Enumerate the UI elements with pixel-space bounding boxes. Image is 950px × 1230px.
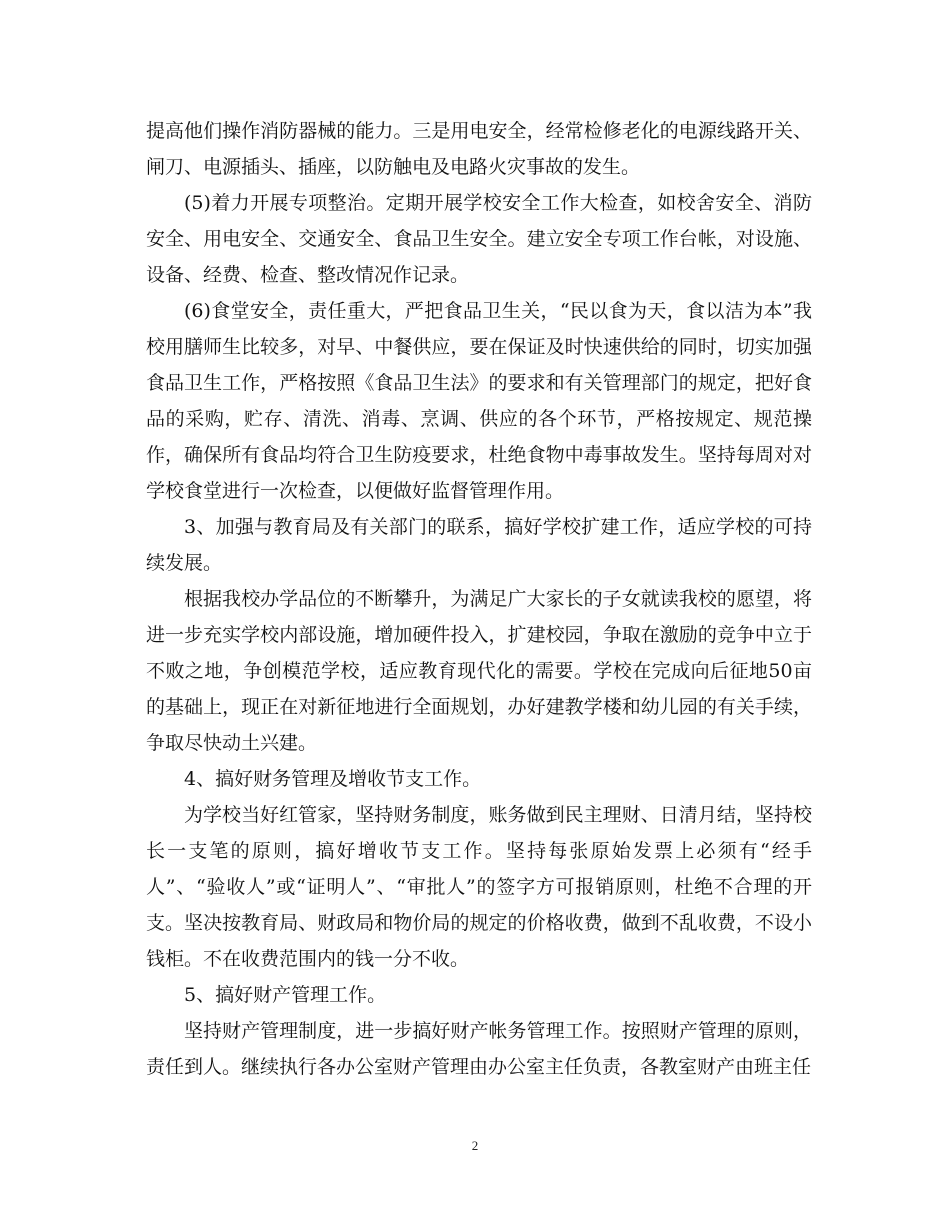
paragraph-continuation: 提高他们操作消防器械的能力。三是用电安全，经常检修老化的电源线路开关、闸刀、电源插头、插座，以防触电及电路火灾事故的发生。 xyxy=(146,120,812,178)
section-heading-5: 5、搞好财产管理工作。 xyxy=(184,984,387,1006)
page-number: 2 xyxy=(471,1138,479,1153)
paragraph-finance: 为学校当好红管家，坚持财务制度，账务做到民主理财、日清月结，坚持校长一支笔的原则，搞好增收节支工作。坚持每张原始发票上必须有“经手人”、“验收人”或“证明人”、“审批人”的签字方可报销原则，杜绝不合理的开支。坚决按教育局、财政局和物价局的规定的价格收费，做到不乱收费，不设小钱柜。不在收费范围内的钱一分不收。 xyxy=(146,804,812,970)
paragraph-item-6: (6)食堂安全，责任重大，严把食品卫生关，“民以食为天，食以洁为本”我校用膳师生比较多，对早、中餐供应，要在保证及时快速供给的同时，切实加强食品卫生工作，严格按照《食品卫生法》的要求和有关管理部门的规定，把好食品的采购，贮存、清洗、消毒、烹调、供应的各个环节，严格按规定、规范操作，确保所有食品均符合卫生防疫要求，杜绝食物中毒事故发生。坚持每周对对学校食堂进行一次检查，以便做好监督管理作用。 xyxy=(146,300,812,502)
paragraph-property: 坚持财产管理制度，进一步搞好财产帐务管理工作。按照财产管理的原则，责任到人。继续执行各办公室财产管理由办公室主任负责，各教室财产由班主任 xyxy=(146,1020,812,1078)
section-heading-3: 3、加强与教育局及有关部门的联系，搞好学校扩建工作，适应学校的可持续发展。 xyxy=(146,516,812,574)
paragraph-expansion: 根据我校办学品位的不断攀升，为满足广大家长的子女就读我校的愿望，将进一步充实学校内部设施，增加硬件投入，扩建校园，争取在激励的竞争中立于不败之地，争创模范学校，适应教育现代化的需要。学校在完成向后征地50亩的基础上，现正在对新征地进行全面规划，办好建教学楼和幼儿园的有关手续，争取尽快动土兴建。 xyxy=(146,588,812,754)
paragraph-item-5: (5)着力开展专项整治。定期开展学校安全工作大检查，如校舍安全、消防安全、用电安全、交通安全、食品卫生安全。建立安全专项工作台帐，对设施、设备、经费、检查、整改情况作记录。 xyxy=(146,192,812,286)
document-body xyxy=(146,113,812,1085)
section-heading-4: 4、搞好财务管理及增收节支工作。 xyxy=(184,768,482,790)
